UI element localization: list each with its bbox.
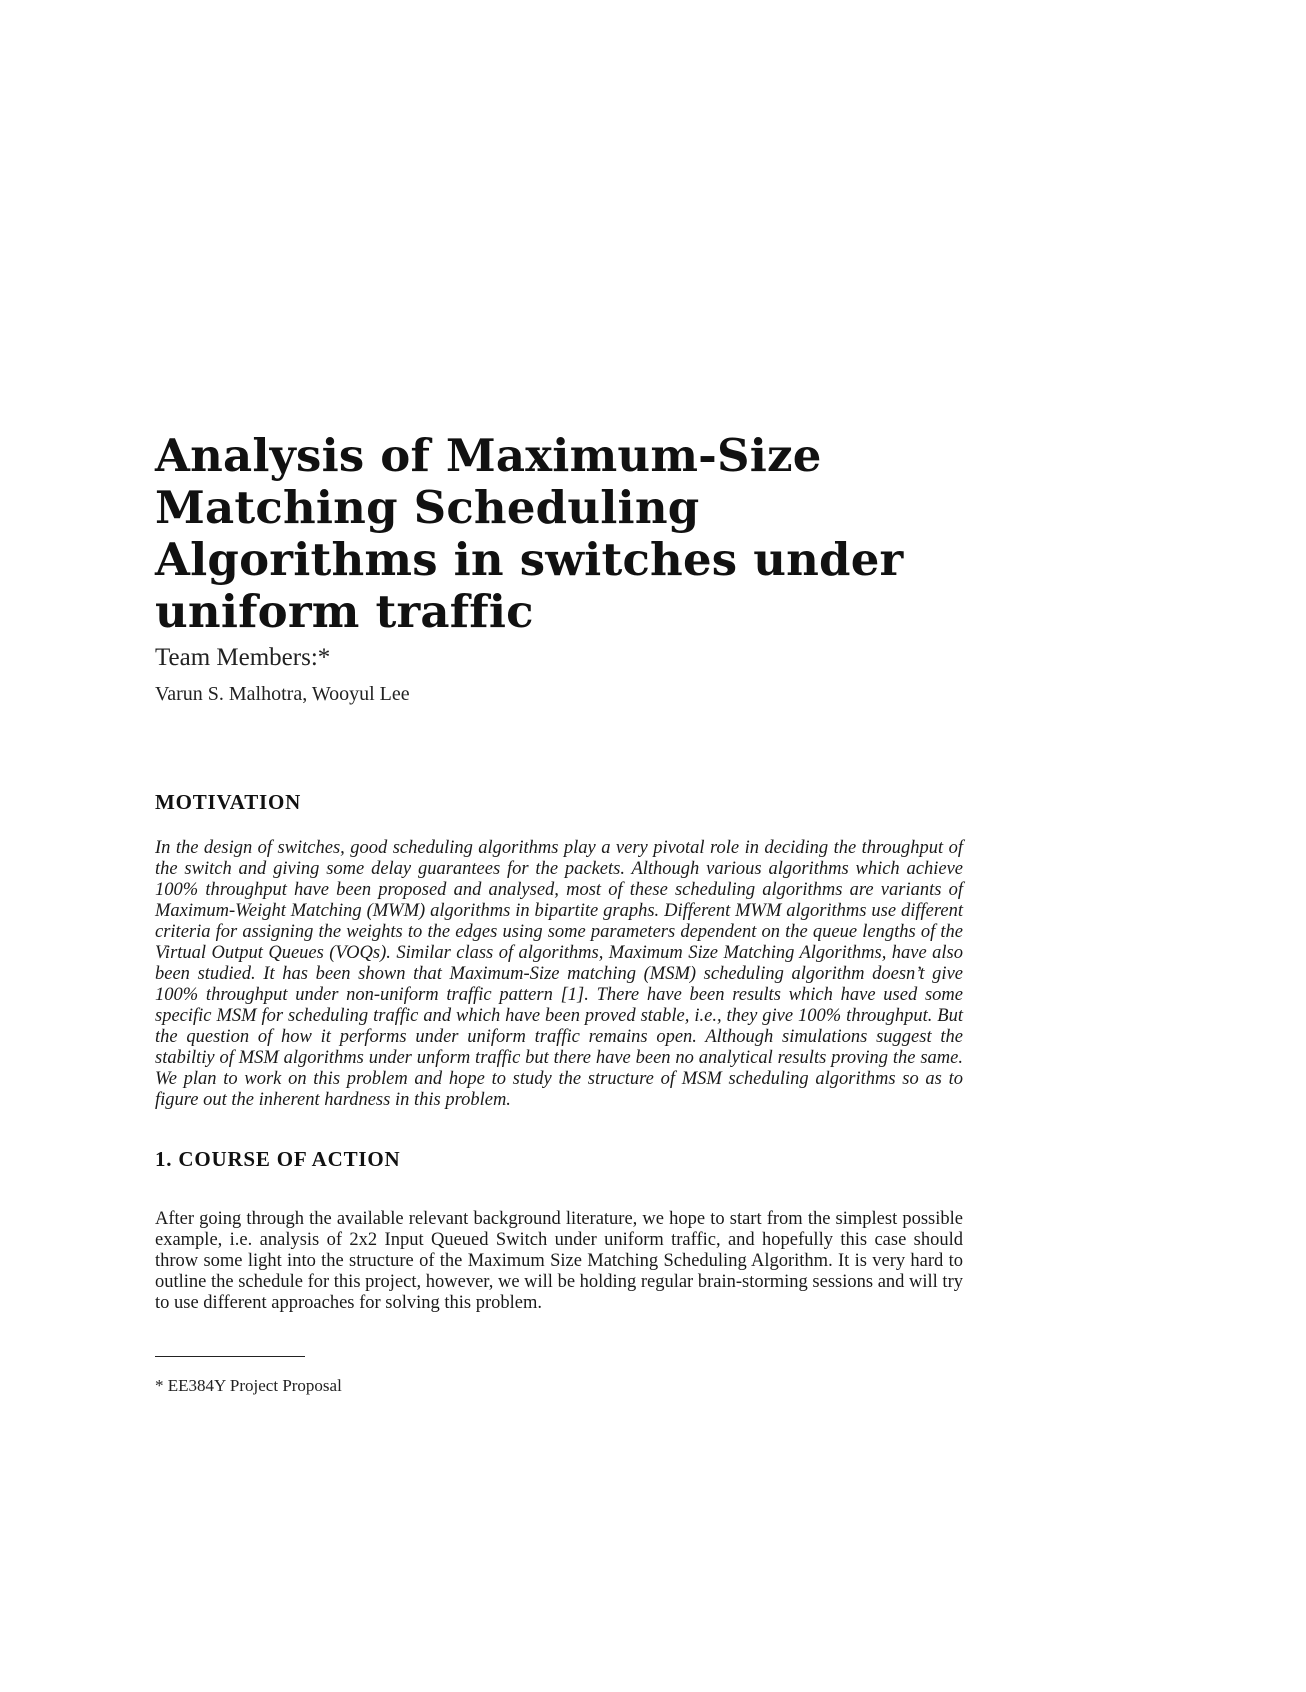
team-members-label: Team Members:* (155, 644, 331, 671)
paper-title: Analysis of Maximum-Size Matching Scheduling Algorithms in switches under uniform traffic (155, 429, 904, 638)
course-of-action-heading: 1. COURSE OF ACTION (155, 1147, 401, 1171)
author-list: Varun S. Malhotra, Wooyul Lee (155, 683, 410, 705)
motivation-paragraph: In the design of switches, good scheduling algorithms play a very pivotal role in deciding the throughput of the switch and giving some delay guarantees for the packets. Although various algorithms which achieve 100% throughput have been proposed and analysed, most of these scheduling algorithms are variants of Maximum-Weight Matching (MWM) algorithms in bipartite graphs. Different MWM algorithms use different criteria for assigning the weights to the edges using some parameters dependent on the queue lengths of the Virtual Output Queues (VOQs). Similar class of algorithms, Maximum Size Matching Algorithms, have also been studied. It has been shown that Maximum-Size matching (MSM) scheduling algorithm doesn’t give 100% throughput under non-uniform traffic pattern [1]. There have been results which have used some specific MSM for scheduling traffic and which have been proved stable, i.e., they give 100% throughput. But the question of how it performs under uniform traffic remains open. Although simulations suggest the stabiltiy of MSM algorithms under unform traffic but there have been no analytical results proving the same. We plan to work on this problem and hope to study the structure of MSM scheduling algorithms so as to figure out the inherent hardness in this problem. (155, 838, 963, 1110)
footnote: * EE384Y Project Proposal (155, 1376, 342, 1395)
motivation-heading: MOTIVATION (155, 790, 302, 814)
course-of-action-paragraph: After going through the available relevant background literature, we hope to start from the simplest possible example, i.e. analysis of 2x2 Input Queued Switch under uniform traffic, and hopefully this case should throw some light into the structure of the Maximum Size Matching Scheduling Algorithm. It is very hard to outline the schedule for this project, however, we will be holding regular brain-storming sessions and will try to use different approaches for solving this problem. (155, 1209, 963, 1313)
paper-content (155, 430, 963, 1397)
footnote-divider (155, 1356, 305, 1357)
